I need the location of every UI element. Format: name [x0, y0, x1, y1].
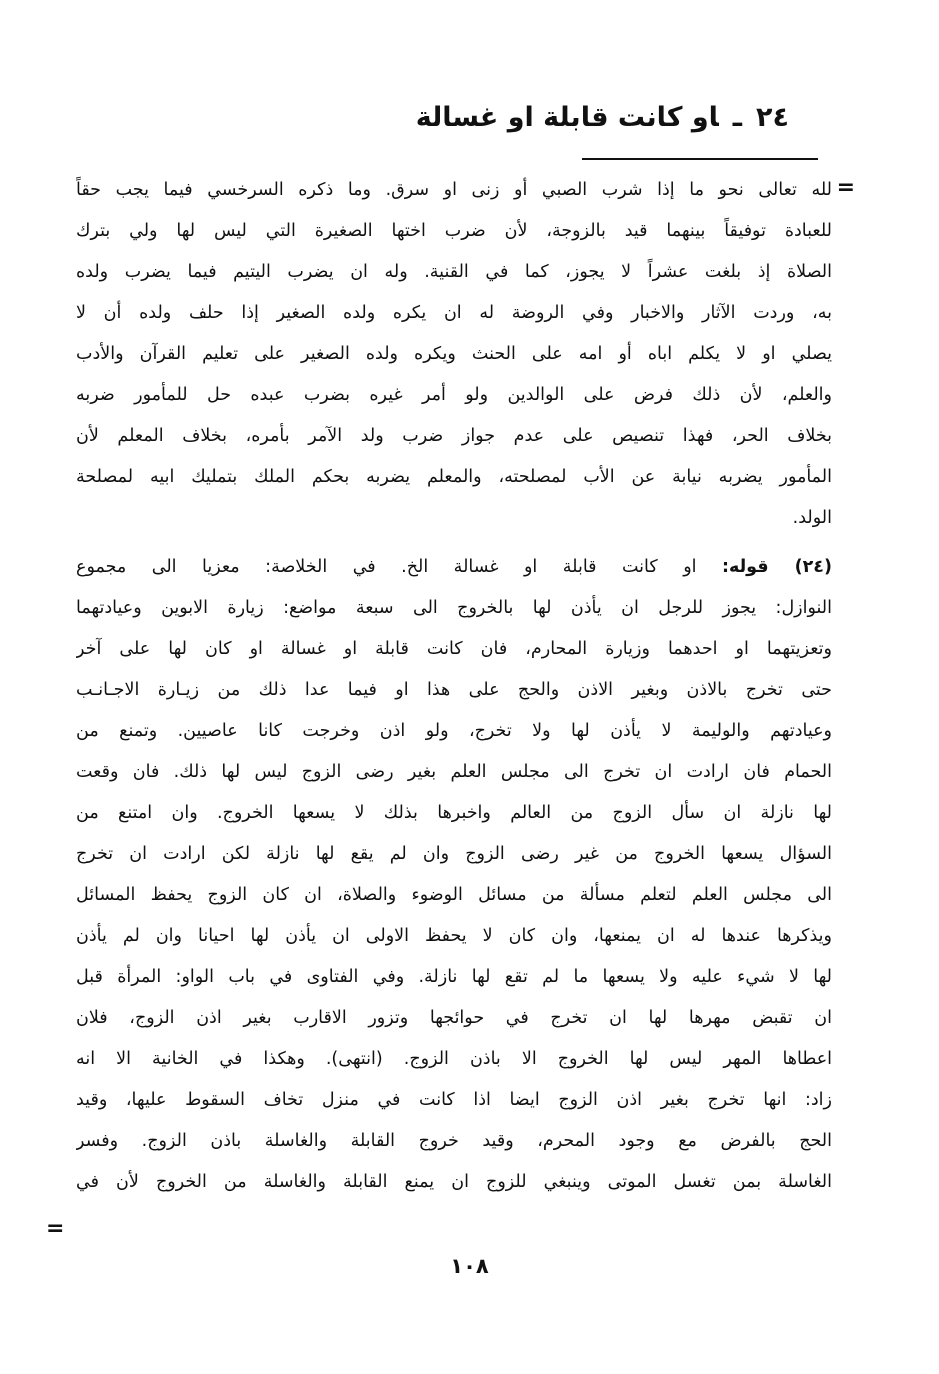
- note-24: [76, 547, 832, 1203]
- text-line: ويذكرها عندها له ان يمنعها، وان كان لا يحفظ الاولى ان يأذن لها احيانا وان لم يأذن: [76, 926, 832, 946]
- running-header: [416, 98, 789, 138]
- text-line: وتعزيتهما او احدهما وزيارة المحارم، فان كانت قابلة او غسالة او كان لها على آخر: [76, 639, 832, 659]
- text-line: حتى تخرج بالاذن وبغير الاذن والحج على هذا او فيما عدا ذلك من زيـارة الاجـانـب: [76, 680, 832, 700]
- text-line: يصلي او لا يكلم اباه أو امه على الحنث ويكره ولده الصغير على تعليم القرآن والأدب: [76, 344, 832, 364]
- note-label: (٢٤) قوله:: [722, 557, 832, 577]
- continuation-marker-start: =: [836, 175, 855, 200]
- header-dash: ـ: [732, 102, 743, 133]
- text-line: اعطاها المهر ليس لها الخروج الا باذن الزوج. (انتهى). وهكذا في الخانية الا انه: [76, 1049, 832, 1069]
- text-line: لها نازلة ان سأل الزوج من العالم واخبرها بذلك لا يسعها الخروج. وان امتنع من: [76, 803, 832, 823]
- header-rule: [582, 158, 818, 160]
- text-line: ان تقبض مهرها لها ان تخرج في حوائجها وتزور الاقارب بغير اذن الزوج، فلان: [76, 1008, 832, 1028]
- text-line: النوازل: يجوز للرجل ان يأذن لها بالخروج الى سبعة مواضع: زيارة الابوين وعيادتهما: [76, 598, 832, 618]
- text-line: للعبادة توفيقاً بينهما قيد بالزوجة، لأن ضرب اختها الصغيرة التي ليس لها ولي بترك: [76, 221, 832, 241]
- text-line: زاد: انها تخرج بغير اذن الزوج ايضا اذا كانت في منزل تخاف السقوط عليها، وقيد: [76, 1090, 832, 1110]
- note-first-line: [76, 547, 832, 588]
- text-line: المأمور يضربه نيابة عن الأب لمصلحته، والمعلم يضربه بحكم الملك بتمليك ابيه لمصلحة: [76, 467, 832, 487]
- text-line: الحج بالفرض مع وجود المحرم، وقيد خروج القابلة والغاسلة باذن الزوج. وفسر: [76, 1131, 832, 1151]
- note-first-text: او كانت قابلة او غسالة الخ. في الخلاصة: معزيا الى مجموع: [76, 557, 697, 577]
- text-line: لله تعالى نحو ما إذا شرب الصبي أو زنى او سرق. وما ذكره السرخسي فيما يجب حقاً: [76, 180, 832, 200]
- text-line: الصلاة إذ بلغت عشراً لا يجوز، كما في القنية. وله ان يضرب اليتيم فيما يضرب ولده: [76, 262, 832, 282]
- text-line: الى مجلس العلم لتعلم مسألة من مسائل الوضوء والصلاة، ان كان الزوج يحفظ المسائل: [76, 885, 832, 905]
- text-line: الحمام فان ارادت ان تخرج الى مجلس العلم بغير رضى الزوج ليس لها ذلك. فان وقعت: [76, 762, 832, 782]
- header-note-number: ٢٤: [756, 102, 789, 133]
- text-line: به، وردت الآثار والاخبار وفي الروضة له ان يكره ولده الصغير إذا حلف ولده أن لا: [76, 303, 832, 323]
- header-title: او كانت قابلة او غسالة: [415, 102, 719, 133]
- continuation-marker-end: =: [46, 1216, 65, 1241]
- text-line: الغاسلة بمن تغسل الموتى وينبغي للزوج ان يمنع القابلة والغاسلة من الخروج لأن في: [76, 1172, 832, 1192]
- continued-note: [76, 170, 832, 539]
- text-line: لها لا شيء عليه ولا يسعها ما لم تقع لها نازلة. وفي الفتاوى في باب الواو: المرأة قبل: [76, 967, 832, 987]
- page-body: [76, 170, 832, 1203]
- text-line: الولد.: [792, 508, 832, 528]
- text-line: والعلم، لأن ذلك فرض على الوالدين ولو أمر غيره بضرب عبده حل للمأمور ضربه: [76, 385, 832, 405]
- page-number: ١٠٨: [450, 1254, 489, 1278]
- text-line: وعيادتهم والوليمة لا يأذن لها ولا تخرج، ولو اذن وخرجت كانا عاصيين. وتمنع من: [76, 721, 832, 741]
- text-line: بخلاف الحر، فهذا تنصيص على عدم جواز ضرب ولد الآمر بأمره، بخلاف المعلم لأن: [76, 426, 832, 446]
- text-line: السؤال يسعها الخروج من غير رضى الزوج وان لم يقع لها نازلة لكن ارادت ان تخرج: [76, 844, 832, 864]
